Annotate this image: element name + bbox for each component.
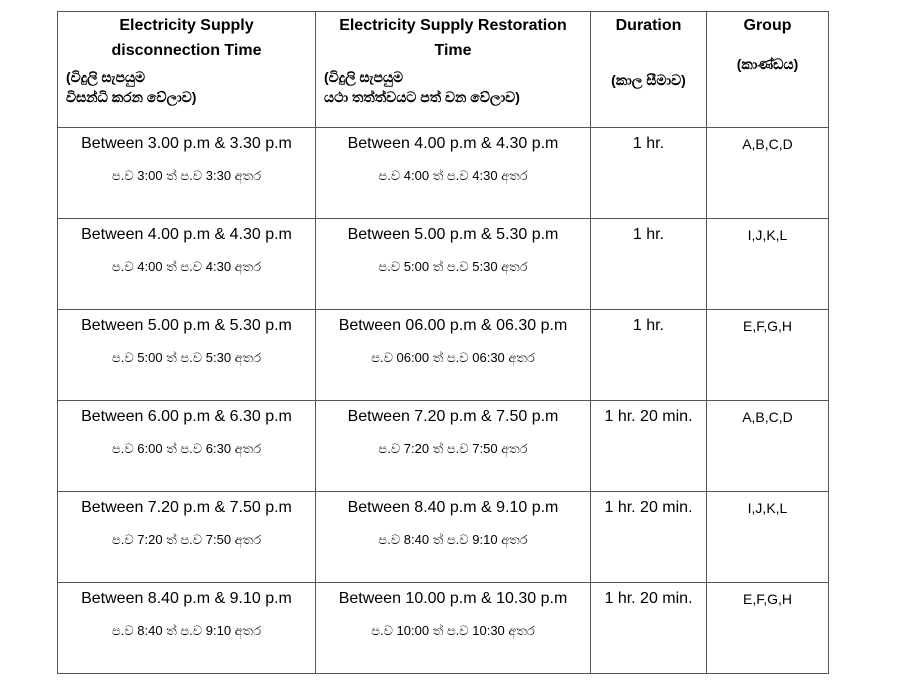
group-value: I,J,K,L: [747, 227, 788, 243]
disconnection-cell: [58, 492, 316, 583]
disconnection-time-si: ප.ව 8:40 ත් ප.ව 9:10 අතර: [111, 623, 262, 638]
group-value: I,J,K,L: [747, 500, 788, 516]
restoration-time-en: Between 4.00 p.m & 4.30 p.m: [347, 135, 559, 152]
duration-cell: [591, 492, 707, 583]
header-group: [707, 12, 829, 128]
group-cell: [707, 310, 829, 401]
table-row: [58, 219, 829, 310]
duration-cell: [591, 128, 707, 219]
table-row: [58, 583, 829, 674]
header-restoration-title-1: Electricity Supply Restoration: [339, 17, 567, 34]
group-cell: [707, 492, 829, 583]
restoration-cell: [316, 583, 591, 674]
header-group-sinhala: (කාණ්ඩය): [736, 56, 799, 72]
duration-value: 1 hr. 20 min.: [604, 590, 693, 607]
header-disconnection-sinhala-2: විසන්ධි කරන වේලාව): [66, 89, 197, 105]
restoration-time-si: ප.ව 5:00 ත් ප.ව 5:30 අතර: [378, 259, 528, 274]
disconnection-time-si: ප.ව 5:00 ත් ප.ව 5:30 අතර: [111, 350, 262, 365]
group-value: E,F,G,H: [742, 591, 792, 607]
group-cell: [707, 583, 829, 674]
restoration-time-en: Between 8.40 p.m & 9.10 p.m: [347, 499, 559, 516]
disconnection-time-si: ප.ව 6:00 ත් ප.ව 6:30 අතර: [111, 441, 262, 456]
group-value: A,B,C,D: [742, 136, 793, 152]
restoration-cell: [316, 492, 591, 583]
restoration-time-si: ප.ව 7:20 ත් ප.ව 7:50 අතර: [378, 441, 528, 456]
header-disconnection-title-2: disconnection Time: [111, 42, 262, 59]
restoration-time-en: Between 5.00 p.m & 5.30 p.m: [347, 226, 559, 243]
disconnection-time-en: Between 5.00 p.m & 5.30 p.m: [81, 317, 292, 334]
power-cut-schedule-table: [57, 11, 829, 674]
restoration-time-en: Between 7.20 p.m & 7.50 p.m: [347, 408, 559, 425]
duration-cell: [591, 310, 707, 401]
disconnection-cell: [58, 128, 316, 219]
restoration-cell: [316, 310, 591, 401]
table-row: [58, 310, 829, 401]
disconnection-time-si: ප.ව 4:00 ත් ප.ව 4:30 අතර: [111, 259, 262, 274]
disconnection-time-si: ප.ව 7:20 ත් ප.ව 7:50 අතර: [111, 532, 262, 547]
disconnection-cell: [58, 401, 316, 492]
header-duration: [591, 12, 707, 128]
header-restoration-title-2: Time: [434, 42, 472, 59]
restoration-time-en: Between 10.00 p.m & 10.30 p.m: [338, 590, 568, 607]
disconnection-time-en: Between 6.00 p.m & 6.30 p.m: [81, 408, 292, 425]
header-disconnection-time: [58, 12, 316, 128]
group-value: A,B,C,D: [742, 409, 793, 425]
restoration-cell: [316, 401, 591, 492]
disconnection-time-si: ප.ව 3:00 ත් ප.ව 3:30 අතර: [111, 168, 262, 183]
duration-cell: [591, 583, 707, 674]
disconnection-time-en: Between 3.00 p.m & 3.30 p.m: [81, 135, 292, 152]
table-row: [58, 492, 829, 583]
disconnection-time-en: Between 4.00 p.m & 4.30 p.m: [81, 226, 292, 243]
disconnection-cell: [58, 583, 316, 674]
restoration-time-si: ප.ව 4:00 ත් ප.ව 4:30 අතර: [378, 168, 528, 183]
disconnection-time-en: Between 8.40 p.m & 9.10 p.m: [81, 590, 292, 607]
table-row: [58, 401, 829, 492]
group-cell: [707, 219, 829, 310]
duration-value: 1 hr.: [632, 135, 665, 152]
header-duration-title: Duration: [615, 17, 682, 34]
table-row: [58, 128, 829, 219]
header-disconnection-title-1: Electricity Supply: [119, 17, 254, 34]
header-restoration-sinhala-1: (විදුලි සැපයුම: [324, 69, 404, 85]
restoration-cell: [316, 219, 591, 310]
group-value: E,F,G,H: [742, 318, 792, 334]
duration-cell: [591, 401, 707, 492]
restoration-cell: [316, 128, 591, 219]
header-duration-sinhala: (කාල සීමාව): [611, 72, 686, 88]
table-header-row: [58, 12, 829, 128]
restoration-time-si: ප.ව 06:00 ත් ප.ව 06:30 අතර: [371, 350, 535, 365]
disconnection-cell: [58, 310, 316, 401]
duration-value: 1 hr.: [632, 317, 665, 334]
restoration-time-en: Between 06.00 p.m & 06.30 p.m: [338, 317, 568, 334]
header-group-title: Group: [743, 17, 792, 34]
restoration-time-si: ප.ව 8:40 ත් ප.ව 9:10 අතර: [378, 532, 528, 547]
duration-value: 1 hr.: [632, 226, 665, 243]
header-restoration-sinhala-2: යථා තත්ත්වයට පත් වන වේලාව): [324, 89, 520, 105]
restoration-time-si: ප.ව 10:00 ත් ප.ව 10:30 අතර: [371, 623, 535, 638]
header-restoration-time: [316, 12, 591, 128]
disconnection-time-en: Between 7.20 p.m & 7.50 p.m: [81, 499, 292, 516]
duration-cell: [591, 219, 707, 310]
header-disconnection-sinhala-1: (විදුලි සැපයුම: [66, 69, 146, 85]
duration-value: 1 hr. 20 min.: [604, 499, 693, 516]
disconnection-cell: [58, 219, 316, 310]
group-cell: [707, 128, 829, 219]
group-cell: [707, 401, 829, 492]
duration-value: 1 hr. 20 min.: [604, 408, 693, 425]
